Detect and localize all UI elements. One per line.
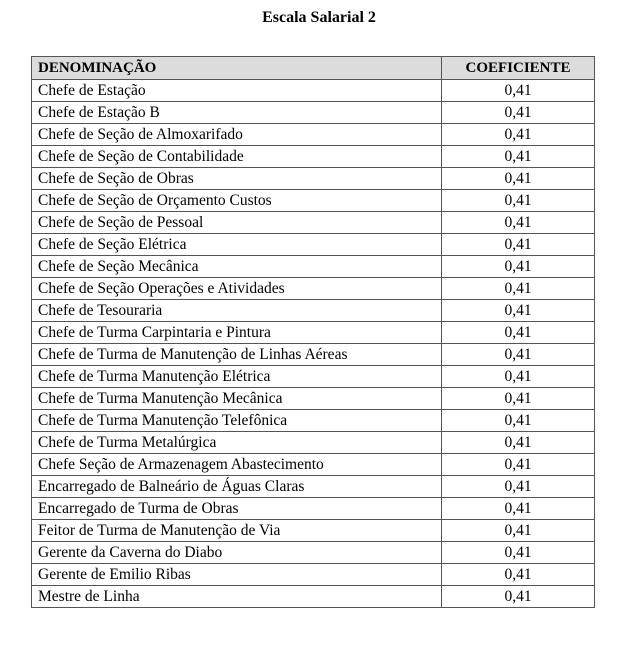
table-row [32, 520, 595, 542]
table-row [32, 476, 595, 498]
table-row [32, 564, 595, 586]
table-row [32, 234, 595, 256]
cell-coefficient: 0,41 [442, 432, 595, 454]
cell-coefficient: 0,41 [442, 322, 595, 344]
table-row [32, 190, 595, 212]
cell-coefficient: 0,41 [442, 234, 595, 256]
cell-name: Chefe de Seção de Contabilidade [32, 146, 442, 168]
table-row [32, 300, 595, 322]
cell-name: Gerente de Emilio Ribas [32, 564, 442, 586]
table-row [32, 278, 595, 300]
cell-coefficient: 0,41 [442, 80, 595, 102]
table-row [32, 124, 595, 146]
table-row [32, 102, 595, 124]
table-row [32, 542, 595, 564]
cell-name: Chefe de Turma Carpintaria e Pintura [32, 322, 442, 344]
cell-name: Chefe de Seção Elétrica [32, 234, 442, 256]
cell-coefficient: 0,41 [442, 586, 595, 608]
table-row [32, 366, 595, 388]
cell-coefficient: 0,41 [442, 344, 595, 366]
table-row [32, 498, 595, 520]
cell-coefficient: 0,41 [442, 190, 595, 212]
cell-name: Chefe de Estação B [32, 102, 442, 124]
cell-name: Chefe de Turma Manutenção Elétrica [32, 366, 442, 388]
cell-name: Chefe de Turma Manutenção Mecânica [32, 388, 442, 410]
cell-name: Chefe de Turma Metalúrgica [32, 432, 442, 454]
cell-name: Chefe de Seção Mecânica [32, 256, 442, 278]
cell-name: Chefe de Seção Operações e Atividades [32, 278, 442, 300]
cell-coefficient: 0,41 [442, 388, 595, 410]
table-row [32, 586, 595, 608]
table-row [32, 344, 595, 366]
table-header-row [32, 57, 595, 80]
table-body [32, 80, 595, 608]
cell-coefficient: 0,41 [442, 300, 595, 322]
cell-coefficient: 0,41 [442, 410, 595, 432]
cell-name: Chefe de Seção de Obras [32, 168, 442, 190]
cell-coefficient: 0,41 [442, 498, 595, 520]
table-row [32, 322, 595, 344]
cell-coefficient: 0,41 [442, 256, 595, 278]
cell-name: Chefe de Seção de Orçamento Custos [32, 190, 442, 212]
cell-name: Chefe de Tesouraria [32, 300, 442, 322]
cell-name: Gerente da Caverna do Diabo [32, 542, 442, 564]
cell-coefficient: 0,41 [442, 124, 595, 146]
cell-coefficient: 0,41 [442, 278, 595, 300]
cell-coefficient: 0,41 [442, 168, 595, 190]
cell-coefficient: 0,41 [442, 454, 595, 476]
table-row [32, 432, 595, 454]
cell-coefficient: 0,41 [442, 366, 595, 388]
cell-name: Feitor de Turma de Manutenção de Via [32, 520, 442, 542]
column-header-name: DENOMINAÇÃO [32, 57, 442, 80]
cell-coefficient: 0,41 [442, 476, 595, 498]
table-row [32, 256, 595, 278]
cell-name: Chefe de Turma Manutenção Telefônica [32, 410, 442, 432]
cell-name: Chefe Seção de Armazenagem Abastecimento [32, 454, 442, 476]
table-row [32, 454, 595, 476]
cell-coefficient: 0,41 [442, 212, 595, 234]
document-title: Escala Salarial 2 [262, 9, 376, 26]
cell-name: Encarregado de Turma de Obras [32, 498, 442, 520]
table-row [32, 410, 595, 432]
cell-coefficient: 0,41 [442, 146, 595, 168]
table-row [32, 168, 595, 190]
column-header-coefficient: COEFICIENTE [442, 57, 595, 80]
cell-name: Chefe de Estação [32, 80, 442, 102]
cell-name: Chefe de Seção de Pessoal [32, 212, 442, 234]
salary-scale-table [31, 56, 595, 608]
cell-coefficient: 0,41 [442, 520, 595, 542]
cell-coefficient: 0,41 [442, 542, 595, 564]
table-row [32, 146, 595, 168]
cell-coefficient: 0,41 [442, 102, 595, 124]
table-row [32, 80, 595, 102]
cell-name: Encarregado de Balneário de Águas Claras [32, 476, 442, 498]
table-row [32, 212, 595, 234]
cell-name: Mestre de Linha [32, 586, 442, 608]
table-row [32, 388, 595, 410]
cell-name: Chefe de Seção de Almoxarifado [32, 124, 442, 146]
cell-name: Chefe de Turma de Manutenção de Linhas Aéreas [32, 344, 442, 366]
cell-coefficient: 0,41 [442, 564, 595, 586]
